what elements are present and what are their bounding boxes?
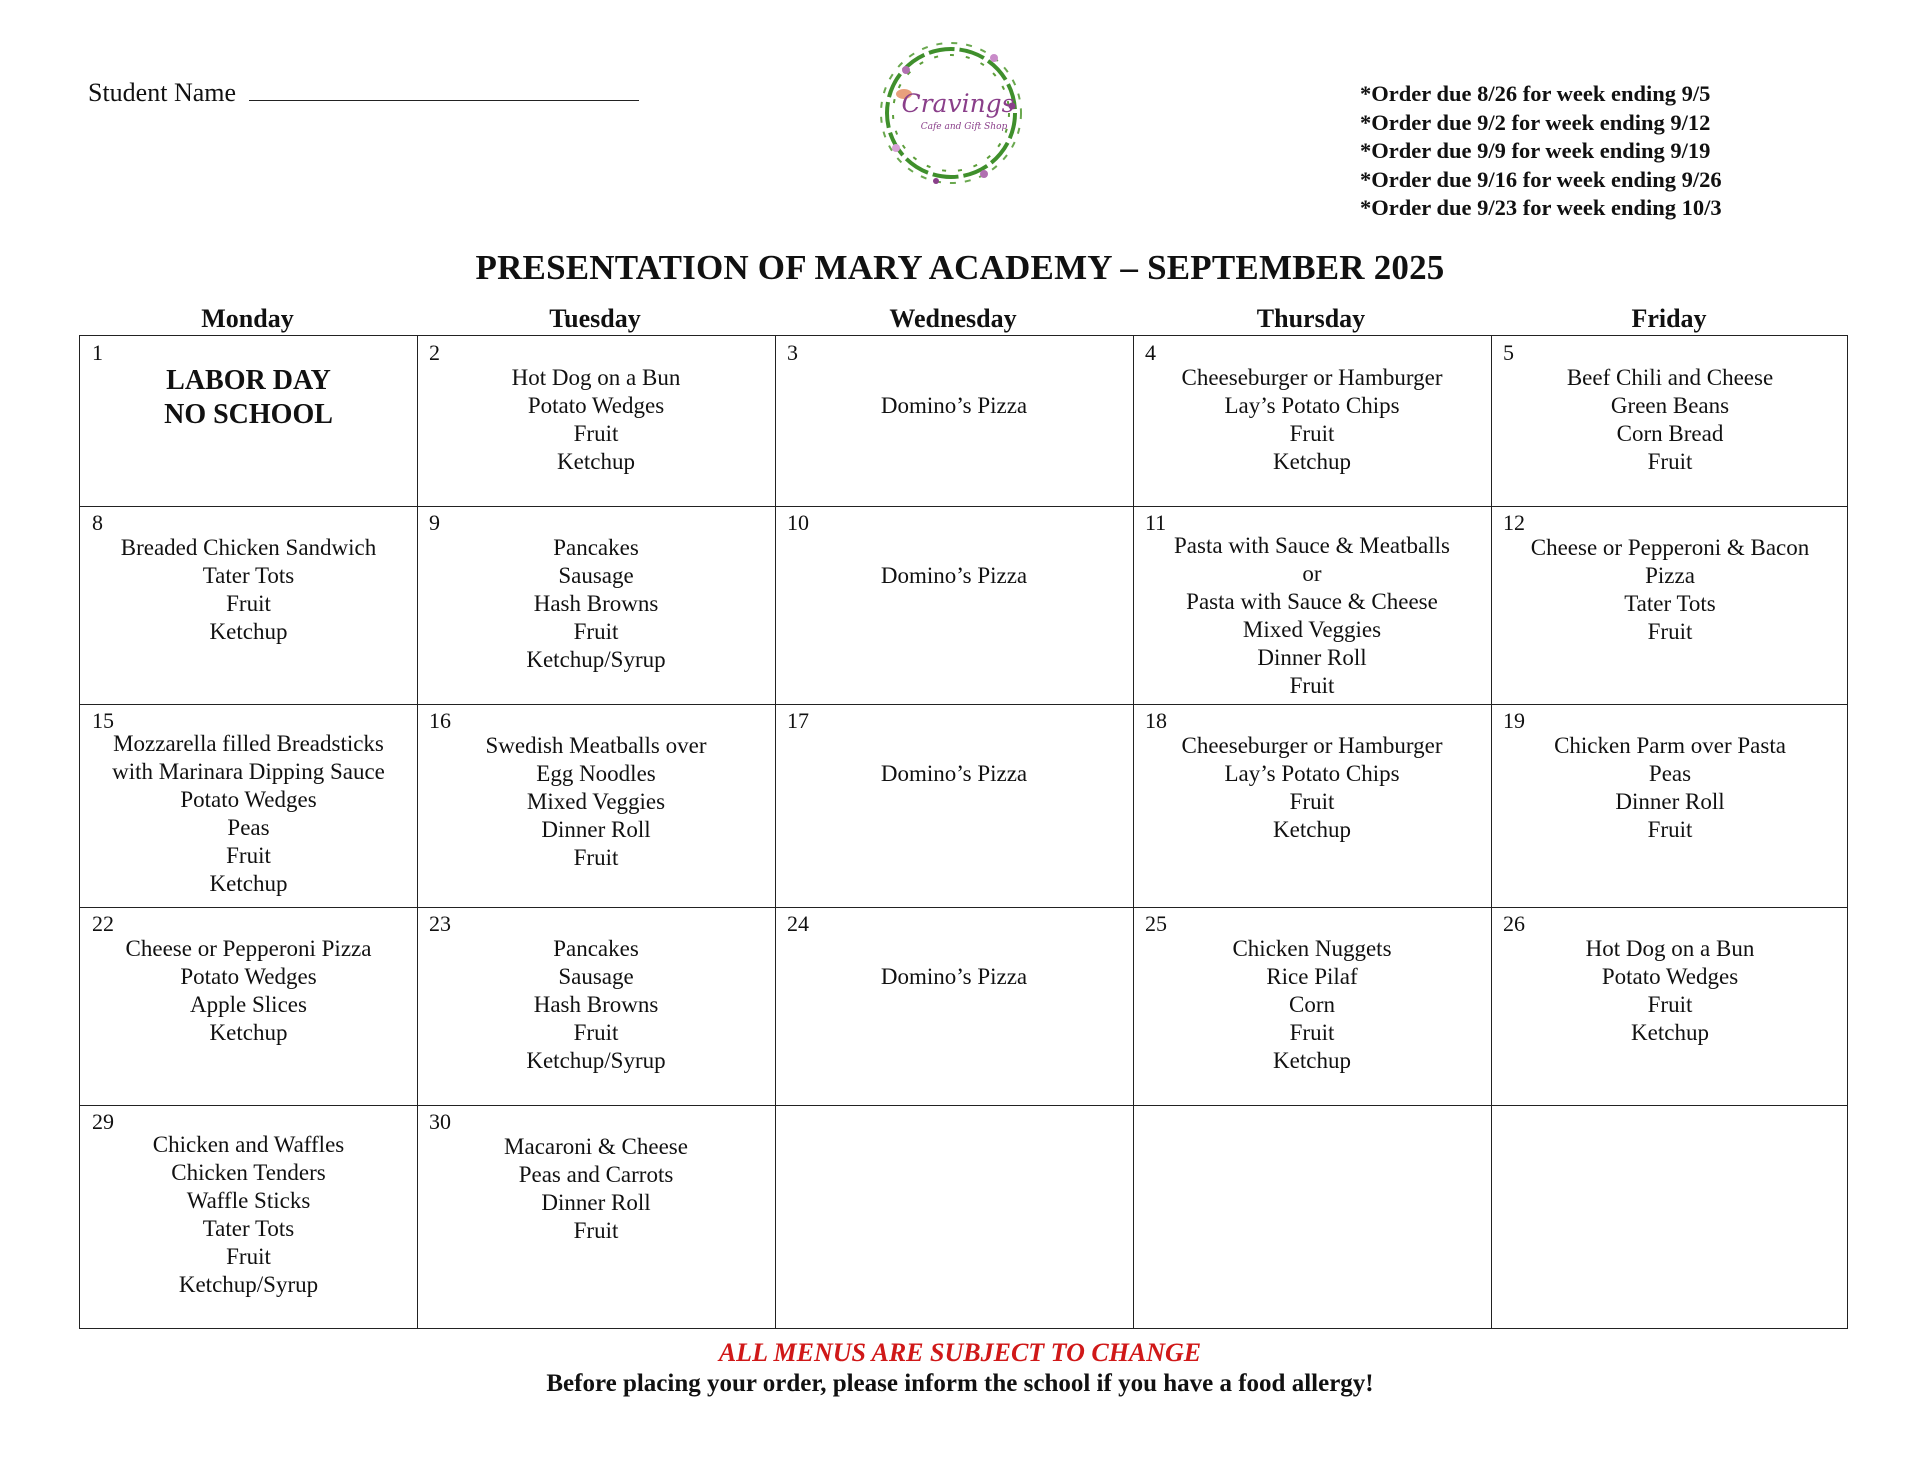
weekday-friday: Friday <box>1631 304 1707 333</box>
menu-item: Fruit <box>573 845 619 870</box>
order-deadline: *Order due 9/23 for week ending 10/3 <box>1360 195 1722 220</box>
menu-item: Sausage <box>558 964 634 989</box>
menu-item: Cheese or Pepperoni Pizza <box>125 936 372 961</box>
menu-item: Tater Tots <box>202 1216 295 1241</box>
logo-tagline: Cafe and Gift Shop <box>920 122 1008 132</box>
day-number: 18 <box>1145 708 1167 733</box>
day-cell <box>417 1105 775 1330</box>
menu-items <box>417 935 775 1075</box>
menu-item: Tater Tots <box>202 563 295 588</box>
menu-item: Apple Slices <box>190 992 307 1017</box>
day-cell <box>417 336 775 506</box>
day-number: 26 <box>1503 911 1525 936</box>
weekday-thursday: Thursday <box>1256 304 1366 333</box>
menu-item: Fruit <box>226 591 271 616</box>
menu-items <box>80 534 417 646</box>
allergy-notice: Before placing your order, please inform the school if you have a food allergy! <box>546 1370 1374 1397</box>
day-cell <box>1133 506 1491 704</box>
menu-item: Fruit <box>1647 992 1693 1017</box>
day-cell <box>1133 1105 1491 1330</box>
menu-item: Ketchup/Syrup <box>178 1272 319 1297</box>
day-number: 24 <box>787 911 809 936</box>
menu-item: Fruit <box>1647 449 1693 474</box>
menu-item: Mixed Veggies <box>1242 617 1382 642</box>
menu-item: Lay’s Potato Chips <box>1224 761 1400 786</box>
menu-item: Rice Pilaf <box>1266 964 1358 989</box>
day-cell <box>417 907 775 1105</box>
day-number: 9 <box>429 510 440 535</box>
holiday-line: LABOR DAY <box>166 365 331 396</box>
day-number: 17 <box>787 708 809 733</box>
menu-item: Hot Dog on a Bun <box>1585 936 1755 961</box>
menu-item: with Marinara Dipping Sauce <box>112 759 385 784</box>
day-cell <box>80 506 417 704</box>
menu-item: Hash Browns <box>533 992 659 1017</box>
menu-item: Ketchup <box>209 619 288 644</box>
day-number: 30 <box>429 1109 451 1134</box>
menu-item: Fruit <box>226 1244 271 1269</box>
menu-item: Chicken and Waffles <box>152 1132 345 1157</box>
menu-item: Hot Dog on a Bun <box>511 365 681 390</box>
menu-items <box>80 1131 417 1299</box>
holiday-label <box>80 364 417 432</box>
menu-item: Cheeseburger or Hamburger <box>1181 365 1443 390</box>
menu-item: Corn <box>1289 992 1335 1017</box>
menu-item: Fruit <box>573 1020 619 1045</box>
weekday-tuesday: Tuesday <box>549 304 641 333</box>
menu-item: Egg Noodles <box>536 761 656 786</box>
day-number: 2 <box>429 340 440 365</box>
day-cell <box>417 506 775 704</box>
day-number: 23 <box>429 911 451 936</box>
menu-items <box>775 392 1133 420</box>
day-cell <box>1133 336 1491 506</box>
menu-item: Hash Browns <box>533 591 659 616</box>
day-cell <box>1133 704 1491 907</box>
menu-item: Dinner Roll <box>1257 645 1367 670</box>
day-cell <box>775 907 1133 1105</box>
menu-item: Beef Chili and Cheese <box>1566 365 1774 390</box>
menu-item: Fruit <box>226 843 271 868</box>
menu-items <box>1491 534 1849 646</box>
day-number: 10 <box>787 510 809 535</box>
holiday-line: NO SCHOOL <box>164 399 333 430</box>
day-cell <box>1491 907 1849 1105</box>
menu-items <box>80 935 417 1047</box>
menu-item: Dinner Roll <box>541 817 651 842</box>
menu-item: Domino’s Pizza <box>880 563 1028 588</box>
day-cell <box>80 336 417 506</box>
menu-items <box>80 730 417 898</box>
menu-item: Pizza <box>1645 563 1695 588</box>
menu-item: Mozzarella filled Breadsticks <box>113 731 384 756</box>
day-number: 15 <box>92 708 114 733</box>
menu-item: Dinner Roll <box>1615 789 1725 814</box>
student-name-field[interactable] <box>88 78 639 108</box>
day-cell <box>1491 1105 1849 1330</box>
menu-item: Ketchup <box>1273 449 1351 474</box>
day-number: 19 <box>1503 708 1525 733</box>
order-deadline: *Order due 9/2 for week ending 9/12 <box>1360 109 1711 135</box>
day-cell <box>80 907 417 1105</box>
menu-item: Fruit <box>1289 789 1335 814</box>
menu-items <box>775 562 1133 590</box>
menu-item: Ketchup <box>1631 1020 1709 1045</box>
menu-item: Ketchup/Syrup <box>526 1048 666 1073</box>
student-name-line[interactable] <box>249 78 639 101</box>
menu-items <box>417 364 775 476</box>
student-name-label: Student Name <box>88 78 237 107</box>
menu-item: Macaroni & Cheese <box>504 1134 688 1159</box>
order-deadline: *Order due 9/16 for week ending 9/26 <box>1360 166 1722 192</box>
menu-items <box>1491 732 1849 844</box>
menu-item: Fruit <box>1289 1020 1335 1045</box>
menu-item: Peas <box>1648 761 1692 786</box>
day-cell <box>1491 506 1849 704</box>
day-cell <box>775 1105 1133 1330</box>
menu-item: or <box>1302 561 1322 586</box>
menu-change-notice: ALL MENUS ARE SUBJECT TO CHANGE <box>718 1338 1202 1367</box>
day-cell <box>1491 704 1849 907</box>
menu-item: Ketchup <box>209 871 288 896</box>
order-deadline: *Order due 9/9 for week ending 9/19 <box>1360 138 1711 163</box>
menu-item: Fruit <box>573 619 619 644</box>
menu-item: Potato Wedges <box>527 393 665 418</box>
day-cell <box>80 704 417 907</box>
menu-item: Cheeseburger or Hamburger <box>1181 733 1443 758</box>
menu-item: Fruit <box>1289 673 1335 698</box>
day-cell <box>80 1105 417 1330</box>
menu-items <box>1133 364 1491 476</box>
day-number: 22 <box>92 911 114 936</box>
menu-item: Pancakes <box>553 936 639 961</box>
menu-items <box>1133 532 1491 700</box>
menu-items <box>775 760 1133 788</box>
day-cell <box>775 336 1133 506</box>
day-number: 1 <box>92 340 103 365</box>
menu-item: Fruit <box>573 421 619 446</box>
menu-item: Lay’s Potato Chips <box>1224 393 1400 418</box>
menu-item: Potato Wedges <box>180 787 317 812</box>
menu-item: Domino’s Pizza <box>880 964 1028 989</box>
menu-item: Green Beans <box>1610 393 1730 418</box>
day-number: 29 <box>92 1109 114 1134</box>
order-deadline: *Order due 8/26 for week ending 9/5 <box>1360 81 1711 106</box>
menu-item: Mixed Veggies <box>526 789 666 814</box>
day-number: 5 <box>1503 340 1514 365</box>
menu-item: Chicken Parm over Pasta <box>1554 733 1786 758</box>
day-cell <box>775 704 1133 907</box>
menu-items <box>1491 364 1849 476</box>
menu-item: Pancakes <box>553 535 639 560</box>
menu-item: Peas and Carrots <box>518 1162 674 1187</box>
menu-item: Pasta with Sauce & Cheese <box>1186 589 1438 614</box>
menu-item: Fruit <box>1647 817 1693 842</box>
menu-item: Fruit <box>1289 421 1335 446</box>
menu-item: Waffle Sticks <box>186 1188 311 1213</box>
order-deadlines <box>1360 80 1760 223</box>
weekday-monday: Monday <box>201 304 294 333</box>
day-number: 8 <box>92 510 103 535</box>
menu-calendar <box>79 335 1848 1329</box>
menu-item: Chicken Nuggets <box>1232 936 1392 961</box>
menu-items <box>775 963 1133 991</box>
menu-item: Chicken Tenders <box>171 1160 326 1185</box>
menu-item: Ketchup <box>209 1020 288 1045</box>
menu-item: Cheese or Pepperoni & Bacon <box>1530 535 1810 560</box>
menu-item: Ketchup/Syrup <box>526 647 666 672</box>
menu-item: Ketchup <box>1273 1048 1351 1073</box>
menu-item: Dinner Roll <box>541 1190 651 1215</box>
day-cell <box>1491 336 1849 506</box>
menu-item: Potato Wedges <box>1601 964 1739 989</box>
day-cell <box>1133 907 1491 1105</box>
menu-item: Swedish Meatballs over <box>485 733 707 758</box>
menu-items <box>417 534 775 674</box>
day-number: 16 <box>429 708 451 733</box>
menu-items <box>1133 935 1491 1075</box>
menu-item: Pasta with Sauce & Meatballs <box>1174 533 1450 558</box>
menu-items <box>417 1133 775 1245</box>
day-number: 11 <box>1145 510 1167 535</box>
menu-items <box>1133 732 1491 844</box>
menu-item: Fruit <box>1647 619 1693 644</box>
page-title: PRESENTATION OF MARY ACADEMY – SEPTEMBER 2025 <box>475 248 1445 287</box>
menu-item: Potato Wedges <box>180 964 317 989</box>
menu-item: Breaded Chicken Sandwich <box>120 535 377 560</box>
day-number: 25 <box>1145 911 1167 936</box>
cravings-logo <box>866 28 1036 198</box>
weekday-wednesday: Wednesday <box>889 304 1017 333</box>
menu-item: Ketchup <box>557 449 635 474</box>
day-cell <box>417 704 775 907</box>
menu-item: Peas <box>227 815 270 840</box>
menu-item: Fruit <box>573 1218 619 1243</box>
day-cell <box>775 506 1133 704</box>
menu-item: Sausage <box>558 563 634 588</box>
menu-item: Domino’s Pizza <box>880 393 1028 418</box>
menu-item: Ketchup <box>1273 817 1351 842</box>
logo-name: Cravings <box>901 89 1015 118</box>
menu-items <box>417 732 775 872</box>
menu-item: Corn Bread <box>1616 421 1724 446</box>
day-number: 12 <box>1503 510 1525 535</box>
day-number: 3 <box>787 340 798 365</box>
menu-item: Domino’s Pizza <box>880 761 1028 786</box>
menu-items <box>1491 935 1849 1047</box>
day-number: 4 <box>1145 340 1156 365</box>
menu-item: Tater Tots <box>1624 591 1716 616</box>
